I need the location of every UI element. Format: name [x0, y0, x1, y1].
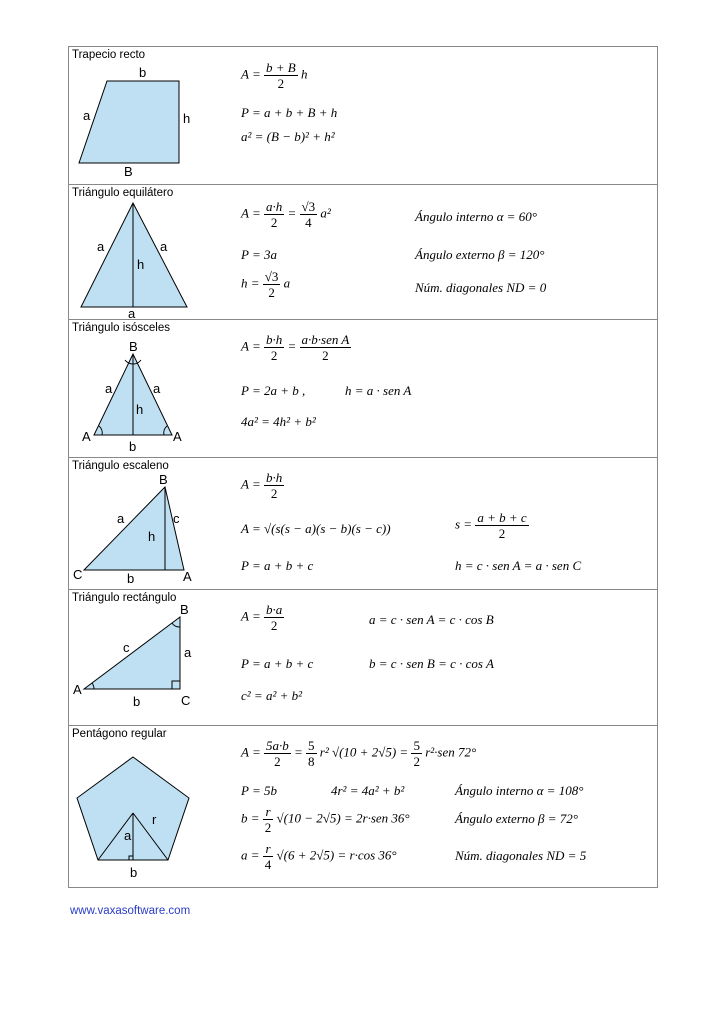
label-b: b [130, 865, 138, 880]
label-B: B [180, 602, 189, 617]
internal-angle: Ángulo interno α = 108° [455, 783, 584, 798]
formula-pythagoras: c² = a² + b² [241, 688, 303, 703]
formula-side: b = $\frac{r}{2}$ √(10 − 2√5) = 2r·sen 36° [241, 804, 410, 835]
label-a-base: a [128, 306, 136, 320]
formula-heron: A = √(s(s − a)(s − b)(s − c)) [241, 521, 391, 536]
label-B: B [129, 339, 138, 354]
formula-perimeter: P = a + b + B + h [241, 105, 338, 120]
label-h: h [136, 402, 144, 417]
label-h: h [148, 529, 156, 544]
label-C: C [73, 567, 83, 582]
external-angle: Ángulo externo β = 120° [415, 247, 545, 262]
diagonals: Núm. diagonales ND = 0 [415, 280, 547, 295]
label-A: A [183, 569, 192, 584]
formula-area: A = $\frac{b\cdot h}{2}$ = $\frac{\text{a·b·sen A}}{2}$ [241, 332, 350, 363]
formula-height: h = $\frac{√3}{2}$ a [241, 269, 291, 300]
right-triangle-figure [69, 590, 229, 726]
label-b: b [127, 571, 135, 586]
row-triangulo-isosceles [69, 320, 657, 458]
formula-relation: 4r² = 4a² + b² [331, 783, 405, 798]
label-b: b [139, 65, 147, 80]
formula-apothem: a = $\frac{r}{4}$ √(6 + 2√5) = r·cos 36° [241, 841, 397, 872]
row-triangulo-equilatero [69, 185, 657, 320]
diagonals: Núm. diagonales ND = 5 [455, 848, 587, 863]
formula-perimeter: P = 3a [241, 247, 277, 262]
trapezoid-figure [69, 47, 229, 183]
row-title: Triángulo rectángulo [72, 592, 177, 604]
label-A-right: A [173, 429, 182, 444]
label-A: A [73, 682, 82, 697]
formula-perimeter: P = a + b + c [241, 656, 314, 671]
formula-perimeter: P = 5b [241, 783, 277, 798]
label-A-left: A [82, 429, 91, 444]
row-title: Triángulo equilátero [72, 187, 174, 199]
row-title: Trapecio recto [72, 49, 146, 61]
formula-area: A = $\frac{a\cdot h}{2}$ = $\frac{√3}{4}$ a² [241, 199, 331, 230]
label-a-left: a [97, 239, 105, 254]
formula-height: h = c · sen A = a · sen C [455, 558, 582, 573]
label-C: C [181, 693, 191, 708]
label-a: a [184, 645, 192, 660]
label-a-right: a [160, 239, 168, 254]
formula-b-relation: b = c · sen B = c · cos A [369, 656, 494, 671]
equilateral-triangle-figure [69, 185, 229, 320]
formula-area: A = $\frac{5a\cdot b}{2}$ = $\frac{5}{8}$ r² √(10 + 2√5) = $\frac{5}{2}$ r²·sen 72° [241, 738, 477, 769]
row-triangulo-escaleno [69, 458, 657, 590]
internal-angle: Ángulo interno α = 60° [415, 209, 537, 224]
label-a: a [83, 108, 91, 123]
label-a-left: a [105, 381, 113, 396]
label-a: a [124, 828, 132, 843]
row-pentagono-regular [69, 726, 657, 888]
row-title: Triángulo isósceles [72, 322, 171, 334]
label-B: B [159, 472, 168, 487]
label-c: c [173, 511, 180, 526]
scalene-triangle-figure [69, 458, 229, 590]
formula-perimeter: P = 2a + b , [241, 383, 306, 398]
external-angle: Ángulo externo β = 72° [455, 811, 578, 826]
pentagon-figure [69, 726, 229, 888]
formula-sheet [68, 46, 658, 888]
formula-area: A = $\frac{b\cdot a}{2}$ [241, 602, 283, 633]
formula-area: A = $\frac{b\cdot h}{2}$ [241, 470, 283, 501]
label-b: b [133, 694, 141, 709]
row-trapecio-recto [69, 47, 657, 185]
footer-link[interactable]: www.vaxasoftware.com [70, 905, 191, 917]
label-h: h [183, 111, 191, 126]
isosceles-triangle-figure [69, 320, 229, 458]
formula-relation: a² = (B − b)² + h² [241, 129, 335, 144]
label-B: B [124, 164, 133, 179]
formula-a-relation: a = c · sen A = c · cos B [369, 612, 494, 627]
label-b: b [129, 439, 137, 454]
formula-perimeter: P = a + b + c [241, 558, 314, 573]
formula-semiperimeter: s = $\frac{a + b + c}{2}$ [455, 510, 527, 541]
label-c: c [123, 640, 130, 655]
label-a: a [117, 511, 125, 526]
row-triangulo-rectangulo [69, 590, 657, 726]
row-title: Pentágono regular [72, 728, 167, 740]
formula-relation: 4a² = 4h² + b² [241, 414, 316, 429]
label-h: h [137, 257, 145, 272]
label-a-right: a [153, 381, 161, 396]
label-r: r [152, 812, 157, 827]
formula-area: A = $\frac{b + B}{2}$ h [241, 60, 308, 91]
formula-height: h = a · sen A [345, 383, 412, 398]
row-title: Triángulo escaleno [72, 460, 169, 472]
